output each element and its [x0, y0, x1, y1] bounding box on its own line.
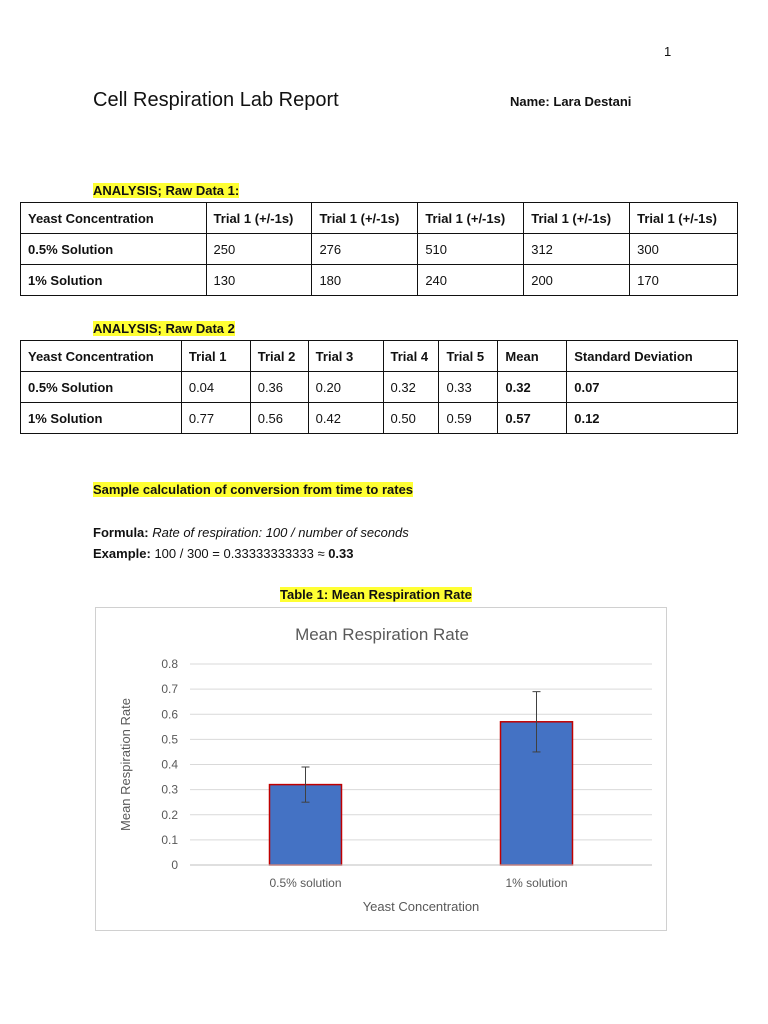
- table-row: [21, 234, 738, 265]
- column-header: Trial 2: [250, 341, 308, 372]
- table-cell: 250: [206, 234, 312, 265]
- table-caption-text: Table 1: Mean Respiration Rate: [280, 587, 472, 602]
- table-cell: 0.04: [181, 372, 250, 403]
- name-value: Lara Destani: [553, 94, 632, 109]
- student-name: [510, 94, 631, 109]
- row-label: 0.5% Solution: [21, 234, 207, 265]
- column-header: Trial 1 (+/-1s): [312, 203, 418, 234]
- chart-svg: [96, 608, 668, 932]
- table-cell: 180: [312, 265, 418, 296]
- column-header: Trial 1 (+/-1s): [418, 203, 524, 234]
- column-header: Trial 3: [308, 341, 383, 372]
- example-line: [93, 543, 409, 564]
- column-header: Trial 1 (+/-1s): [206, 203, 312, 234]
- std-dev-cell: 0.07: [567, 372, 738, 403]
- mean-cell: 0.32: [498, 372, 567, 403]
- x-tick-label: 0.5% solution: [269, 876, 342, 890]
- column-header: Trial 4: [383, 341, 439, 372]
- example-result: 0.33: [328, 546, 354, 561]
- table-cell: 0.77: [181, 403, 250, 434]
- example-label: Example:: [93, 546, 151, 561]
- table-cell: 0.36: [250, 372, 308, 403]
- sample-calc-heading-text: Sample calculation of conversion from time to rates: [93, 482, 414, 497]
- raw-data-2-table: [20, 340, 738, 434]
- raw-data-1-heading: [93, 182, 239, 200]
- y-tick-label: 0: [171, 858, 178, 872]
- y-tick-label: 0.2: [161, 807, 178, 822]
- table-cell: 240: [418, 265, 524, 296]
- y-tick-label: 0.6: [161, 707, 178, 722]
- table-cell: 0.33: [439, 372, 498, 403]
- example-text: 100 / 300 = 0.33333333333 ≈: [154, 546, 329, 561]
- table-cell: 510: [418, 234, 524, 265]
- row-label: 1% Solution: [21, 265, 207, 296]
- table-cell: 276: [312, 234, 418, 265]
- table-row: [21, 265, 738, 296]
- mean-cell: 0.57: [498, 403, 567, 434]
- table-row: [21, 372, 738, 403]
- table-cell: 170: [630, 265, 738, 296]
- column-header: Standard Deviation: [567, 341, 738, 372]
- formula-block: [93, 522, 409, 564]
- table-row: [21, 403, 738, 434]
- column-header: Trial 1 (+/-1s): [524, 203, 630, 234]
- x-axis-label: Yeast Concentration: [362, 899, 480, 914]
- column-header: Trial 1 (+/-1s): [630, 203, 738, 234]
- column-header: Trial 1: [181, 341, 250, 372]
- table-cell: 300: [630, 234, 738, 265]
- chart-title: Mean Respiration Rate: [295, 625, 469, 644]
- raw-data-1-heading-text: ANALYSIS; Raw Data 1:: [93, 183, 240, 198]
- column-header: Yeast Concentration: [21, 203, 207, 234]
- row-label: 1% Solution: [21, 403, 182, 434]
- formula-label: Formula:: [93, 525, 149, 540]
- sample-calc-heading: [93, 481, 413, 499]
- y-tick-label: 0.8: [161, 657, 178, 671]
- column-header: Mean: [498, 341, 567, 372]
- page-number: 1: [664, 44, 672, 59]
- x-tick-label: 1% solution: [505, 876, 568, 890]
- formula-line: [93, 522, 409, 543]
- table-header-row: [21, 203, 738, 234]
- formula-text: Rate of respiration: 100 / number of seconds: [152, 525, 409, 540]
- table-cell: 200: [524, 265, 630, 296]
- table-cell: 0.42: [308, 403, 383, 434]
- column-header: Yeast Concentration: [21, 341, 182, 372]
- raw-data-2-heading: [93, 320, 235, 338]
- row-label: 0.5% Solution: [21, 372, 182, 403]
- raw-data-2-heading-text: ANALYSIS; Raw Data 2: [93, 321, 235, 336]
- column-header: Trial 5: [439, 341, 498, 372]
- table-cell: 0.59: [439, 403, 498, 434]
- table-cell: 0.20: [308, 372, 383, 403]
- table-caption: [280, 586, 472, 604]
- table-header-row: [21, 341, 738, 372]
- y-tick-label: 0.7: [161, 682, 178, 697]
- y-tick-label: 0.5: [161, 732, 178, 747]
- table-cell: 0.32: [383, 372, 439, 403]
- page-title: Cell Respiration Lab Report: [93, 89, 339, 111]
- y-tick-label: 0.3: [161, 782, 178, 797]
- raw-data-1-table: [20, 202, 738, 296]
- std-dev-cell: 0.12: [567, 403, 738, 434]
- y-tick-label: 0.4: [161, 757, 178, 772]
- table-cell: 0.56: [250, 403, 308, 434]
- table-cell: 0.50: [383, 403, 439, 434]
- mean-respiration-chart: [95, 607, 667, 931]
- table-cell: 312: [524, 234, 630, 265]
- y-tick-label: 0.1: [161, 832, 178, 847]
- y-axis-label: Mean Respiration Rate: [118, 698, 133, 831]
- table-cell: 130: [206, 265, 312, 296]
- name-label: Name:: [510, 94, 550, 109]
